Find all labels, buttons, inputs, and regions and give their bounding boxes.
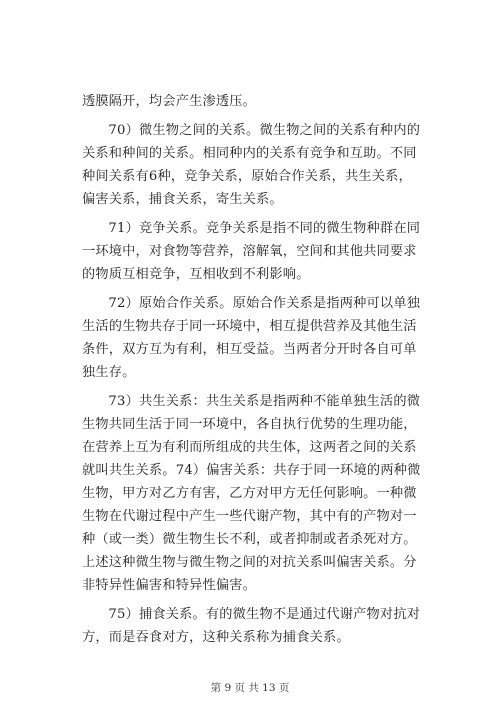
paragraph-72-protocooperation: 72）原始合作关系。原始合作关系是指两种可以单独生活的生物共存于同一环境中，相互提供营养及其他生活条件，双方互为有利，相互受益。当两者分开时各自可单独生存。 — [82, 296, 421, 380]
paragraph-75-predation: 75）捕食关系。有的微生物不是通过代谢产物对抗对方，而是吞食对方，这种关系称为捕食关系。 — [82, 607, 421, 645]
paragraph-71-competition: 71）竞争关系。竞争关系是指不同的微生物种群在同一环境中，对食物等营养，溶解氧，空间和其他共同要求的物质互相竞争，互相收到不利影响。 — [82, 221, 421, 282]
paragraph-70-microbial-relations: 70）微生物之间的关系。微生物之间的关系有种内的关系和种间的关系。相同种内的关系有竞争和互助。不同种间关系有6种，竞争关系，原始合作关系，共生关系，偏害关系，捕食关系，寄生关系。 — [82, 123, 421, 207]
page-number-label: 第 9 页 共 13 页 — [210, 682, 290, 694]
paragraph-osmotic-pressure-ending: 透膜隔开，均会产生渗透压。 — [82, 94, 257, 109]
document-body — [82, 90, 422, 655]
paragraph-73-74-symbiosis-amensalism: 73）共生关系：共生关系是指两种不能单独生活的微生物共同生活于同一环境中，各自执行优势的生理功能，在营养上互为有利而所组成的共生体，这两者之间的关系就叫共生关系。74）偏害关系：共存于同一环境的两种微生物，甲方对乙方有害，乙方对甲方无任何影响。一种微生物在代谢过程中产生一些代谢产物，其中有的产物对一种（或一类）微生物生长不利，或者抑制或者杀死对方。上述这种微生物与微生物之间的对抗关系叫偏害关系。分非特异性偏害和特异性偏害。 — [82, 394, 421, 593]
page-footer — [0, 680, 500, 695]
